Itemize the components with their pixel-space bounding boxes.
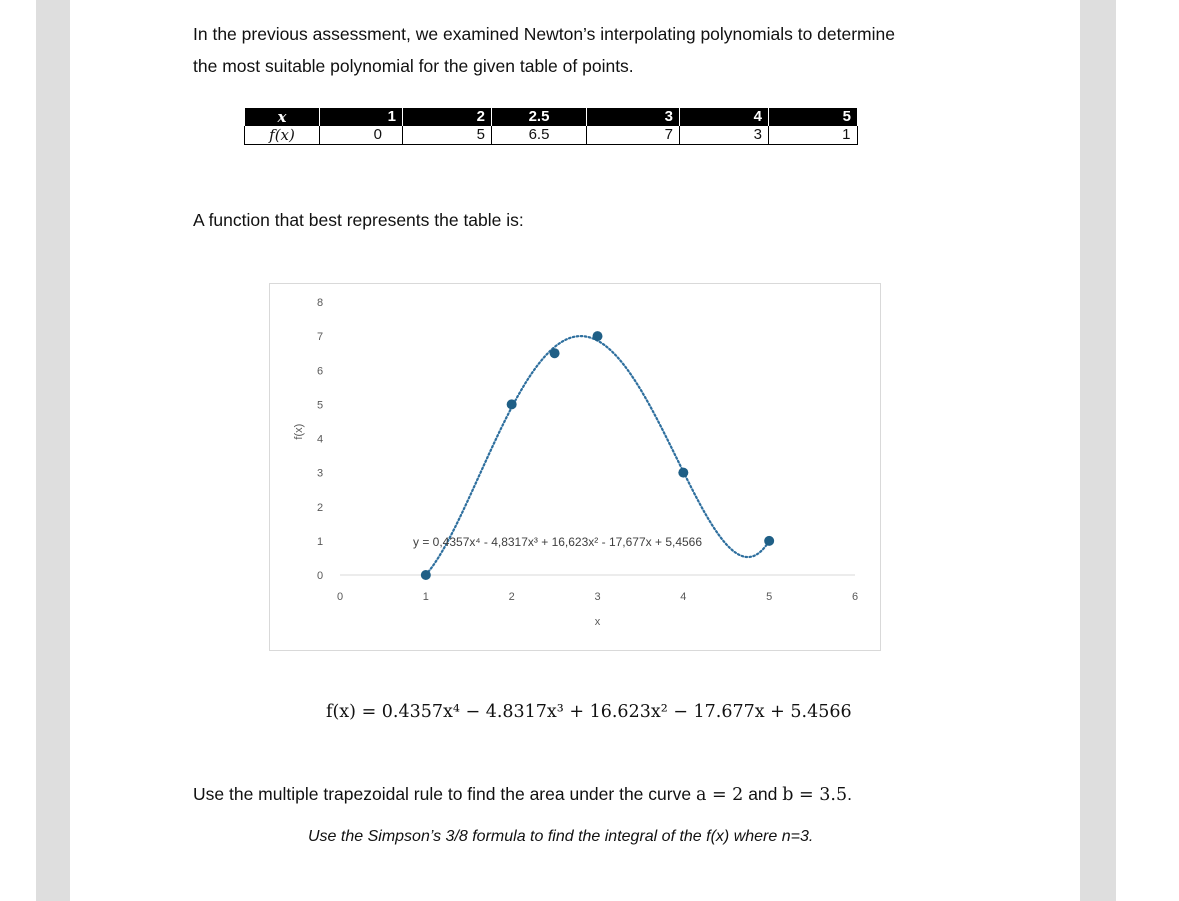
- intro-paragraph: [193, 18, 993, 82]
- x-axis-ticks: [337, 591, 858, 603]
- lower-bound: a = 2: [695, 785, 744, 805]
- x-cell: 1: [320, 108, 403, 126]
- simpson-question: Use the Simpson’s 3/8 formula to find the integral of the f(x) where n=3.: [308, 828, 814, 845]
- x-tick-label: 0: [336, 591, 344, 603]
- x-header-cell: x: [245, 108, 320, 126]
- intro-line-2: the most suitable polynomial for the given table of points.: [193, 56, 634, 76]
- scatter-chart: [269, 283, 881, 651]
- trendline-equation: y = 0,4357x⁴ - 4,8317x³ + 16,623x² - 17,677x + 5,4566: [413, 535, 703, 549]
- x-tick-label: 5: [766, 591, 773, 603]
- intro-line-1: In the previous assessment, we examined Newton’s interpolating polynomials to determine: [193, 24, 895, 44]
- fx-cell: 6.5: [492, 126, 587, 145]
- right-margin: [1116, 0, 1179, 901]
- data-point: [507, 399, 517, 409]
- points-table: [244, 108, 858, 145]
- y-axis-label: f(x): [293, 423, 305, 440]
- question-text: Use the multiple trapezoidal rule to find the area under the curve: [193, 784, 692, 804]
- data-point: [678, 468, 688, 478]
- y-tick-label: 6: [316, 365, 324, 378]
- data-point: [764, 536, 774, 546]
- upper-bound: b = 3.5: [782, 785, 848, 805]
- y-tick-label: 1: [316, 535, 324, 548]
- data-point: [550, 348, 560, 358]
- fx-cell: 5: [403, 126, 492, 145]
- fx-cell: 1: [769, 126, 858, 145]
- y-axis-ticks: [317, 297, 323, 582]
- y-tick-label: 7: [316, 331, 324, 344]
- fx-header-cell: f(x): [245, 126, 320, 145]
- left-margin: [0, 0, 36, 901]
- data-point: [421, 570, 431, 580]
- right-page-edge: [1080, 0, 1116, 901]
- data-point: [593, 331, 603, 341]
- y-tick-label: 8: [316, 297, 324, 309]
- x-axis-label: x: [594, 616, 601, 628]
- y-tick-label: 2: [316, 501, 324, 514]
- x-tick-label: 1: [422, 591, 429, 603]
- question-period: .: [847, 784, 852, 804]
- x-tick-label: 6: [851, 591, 859, 603]
- table-row-fx: [245, 126, 858, 145]
- trapezoid-question: [193, 784, 852, 805]
- x-cell: 2.5: [492, 108, 587, 126]
- y-tick-label: 4: [316, 433, 324, 446]
- polynomial-formula: f(x) = 0.4357x⁴ − 4.8317x³ + 16.623x² − 17.677x + 5.4566: [326, 702, 852, 722]
- left-page-edge: [36, 0, 70, 901]
- y-tick-label: 5: [316, 399, 324, 412]
- x-tick-label: 4: [680, 591, 687, 603]
- question-and: and: [748, 784, 778, 804]
- x-cell: 3: [587, 108, 680, 126]
- table-row-x: [245, 108, 858, 126]
- x-cell: 2: [403, 108, 492, 126]
- x-tick-label: 2: [508, 591, 515, 603]
- x-cell: 5: [769, 108, 858, 126]
- fx-cell: 0: [320, 126, 403, 145]
- function-label: A function that best represents the table is:: [193, 210, 524, 230]
- y-tick-label: 3: [316, 467, 324, 480]
- fx-cell: 7: [587, 126, 680, 145]
- y-tick-label: 0: [316, 570, 324, 582]
- document-page: [70, 0, 1080, 901]
- x-tick-label: 3: [594, 591, 601, 603]
- chart-canvas: [270, 284, 880, 650]
- x-cell: 4: [680, 108, 769, 126]
- fx-cell: 3: [680, 126, 769, 145]
